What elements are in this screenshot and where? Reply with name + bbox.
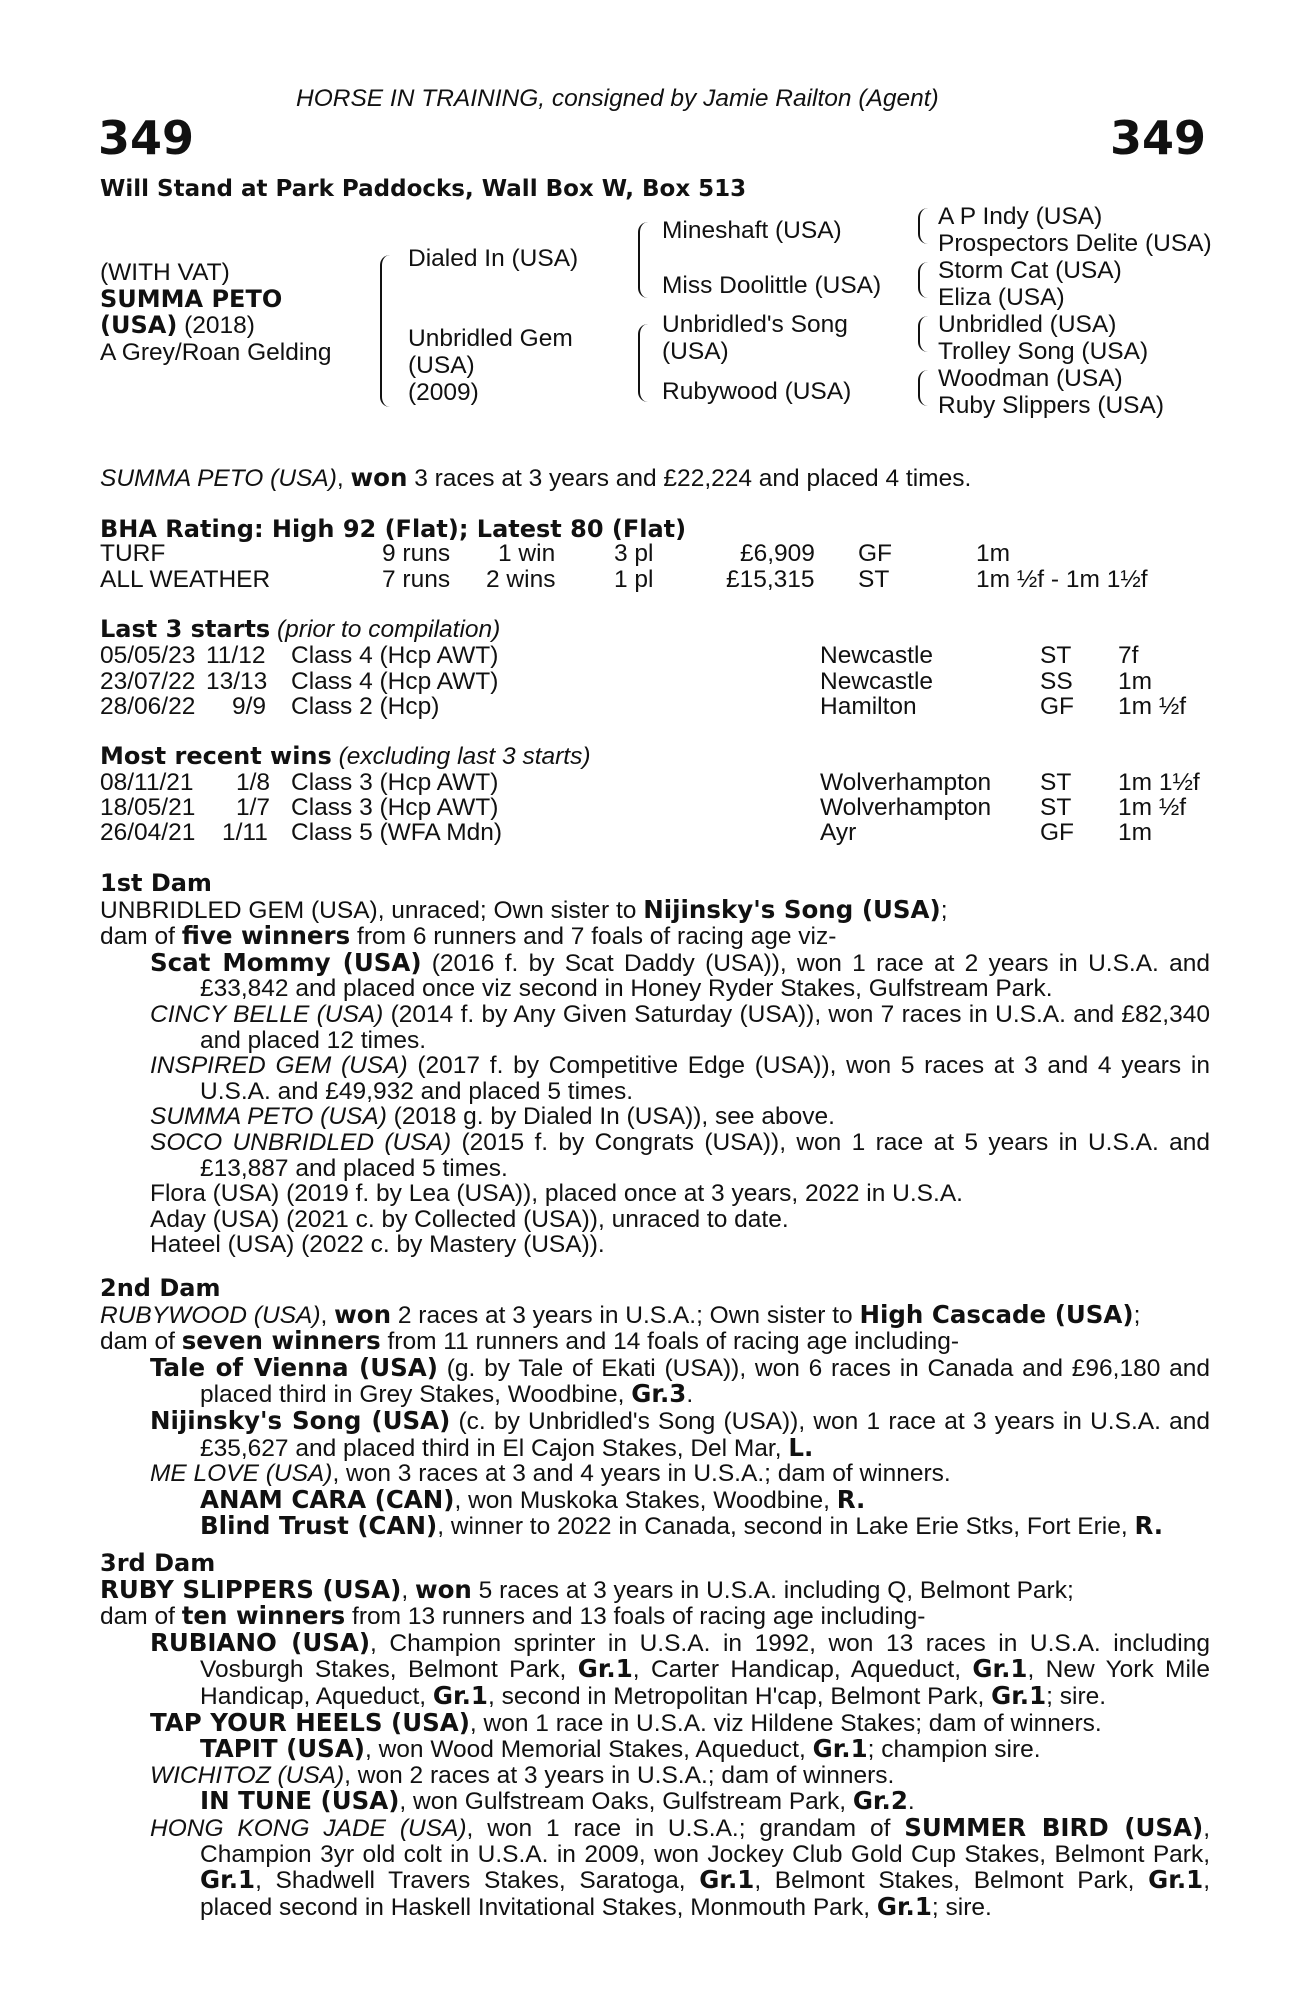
second-dam-name: RUBYWOOD (USA) [100, 1301, 321, 1329]
progeny-name: INSPIRED GEM (USA) [150, 1052, 408, 1080]
win-date: 26/04/21 [100, 819, 196, 846]
sire: Dialed In (USA) [408, 245, 579, 272]
progeny-entry: Flora (USA) (2019 f. by Lea (USA)), placed once at 3 years, 2022 in U.S.A. [150, 1180, 963, 1208]
rating-going: GF [858, 540, 893, 567]
start-date: 23/07/22 [100, 668, 196, 695]
third-dam-heading: 3rd Dam [100, 1549, 216, 1577]
start-class: Class 4 (Hcp AWT) [291, 668, 499, 695]
progeny-entry [100, 1130, 1210, 1181]
win-distance: 1m 1½f [1118, 769, 1200, 796]
progeny-name: Tale of Vienna (USA) [150, 1352, 438, 1382]
start-course: Newcastle [820, 642, 934, 669]
pedigree-brace-3d [918, 370, 928, 406]
grade-label: R. [1134, 1511, 1164, 1541]
rating-runs: 9 runs [382, 540, 451, 567]
notable-relative: SUMMER BIRD (USA) [904, 1812, 1204, 1842]
winners-count: five winners [181, 921, 351, 951]
summary-won: won [350, 463, 408, 492]
grade-label: L. [788, 1432, 814, 1462]
progeny-name: SOCO UNBRIDLED (USA) [150, 1128, 452, 1156]
dam-sire-line-2: (USA) [662, 338, 729, 365]
progeny-details: (2018 g. by Dialed In (USA)), see above. [386, 1103, 835, 1131]
recent-wins-heading [100, 744, 591, 770]
progeny-name: CINCY BELLE (USA) [150, 1000, 384, 1028]
grade-label: Gr.1 [812, 1734, 868, 1764]
recent-wins-note: (excluding last 3 starts) [331, 743, 591, 770]
sire-sire-dam: Prospectors Delite (USA) [938, 230, 1212, 257]
punct: ; [940, 896, 948, 924]
rating-wins: 1 win [498, 540, 556, 567]
sire-sire: Mineshaft (USA) [662, 217, 842, 244]
rating-distance: 1m ½f - 1m 1½f [976, 566, 1148, 593]
progeny-entry: WICHITOZ (USA), won 2 races at 3 years in U.S.A.; dam of winners. [150, 1761, 895, 1789]
runners-foals: from 6 runners and 7 foals of racing age viz- [350, 923, 837, 951]
last-starts-note: (prior to compilation) [270, 616, 501, 643]
win-going: ST [1040, 769, 1072, 796]
progeny-name: RUBIANO (USA) [150, 1627, 371, 1657]
horse-origin: (USA) [100, 311, 178, 339]
start-going: SS [1040, 668, 1073, 695]
progeny-name: Blind Trust (CAN) [200, 1511, 438, 1541]
win-course: Wolverhampton [820, 769, 992, 796]
grade-label: Gr.1 [876, 1891, 932, 1921]
sire-dam-sire: Storm Cat (USA) [938, 257, 1122, 284]
start-going: ST [1040, 642, 1072, 669]
progeny-name: Nijinsky's Song (USA) [150, 1405, 451, 1435]
second-dam-sister: High Cascade (USA) [859, 1299, 1134, 1329]
rating-surface: ALL WEATHER [100, 566, 271, 593]
win-course: Wolverhampton [820, 794, 992, 821]
progeny-name: HONG KONG JADE (USA) [150, 1814, 467, 1842]
win-date: 18/05/21 [100, 794, 196, 821]
start-distance: 7f [1118, 642, 1139, 669]
horse-origin-year [100, 313, 255, 339]
start-going: GF [1040, 693, 1075, 720]
rating-runs: 7 runs [382, 566, 451, 593]
grade-label: Gr.3 [631, 1379, 687, 1409]
start-distance: 1m [1118, 668, 1153, 695]
pedigree-brace-2a [638, 222, 648, 298]
progeny-name: ME LOVE (USA) [150, 1460, 333, 1488]
rating-placed: 3 pl [614, 540, 654, 567]
pedigree-brace-3c [918, 316, 928, 352]
progeny-name: SUMMA PETO (USA) [150, 1103, 387, 1131]
third-dam-name: RUBY SLIPPERS (USA) [100, 1574, 402, 1604]
dam-line-3: (2009) [408, 379, 479, 406]
progeny-entry [100, 1053, 1210, 1104]
recent-wins-title: Most recent wins [100, 742, 332, 770]
progeny-entry: Hateel (USA) (2022 c. by Mastery (USA)). [150, 1231, 605, 1259]
lot-number-right: 349 [1109, 111, 1206, 165]
second-dam-heading: 2nd Dam [100, 1274, 221, 1302]
summary-rest: 3 races at 3 years and £22,224 and placed 4 times. [407, 465, 972, 492]
lot-number-left: 349 [98, 111, 195, 165]
progeny-entry [100, 1002, 1210, 1053]
pedigree-brace-3a [918, 208, 928, 244]
horse-name: SUMMA PETO [100, 285, 283, 313]
progeny-entry: Nijinsky's Song (USA) (c. by Unbridled's Song (USA)), won 1 race at 3 years in U.S.A. and £35,627 and placed third in El Cajon Stakes, Del Mar, L. [150, 1405, 1210, 1462]
win-position: 1/7 [236, 794, 271, 821]
winners-count: ten winners [181, 1601, 346, 1631]
win-going: GF [1040, 819, 1075, 846]
progeny-details: (2016 f. by Scat Daddy (USA)), won 1 race at 2 years in U.S.A. and £33,842 and placed once viz second in Honey Ryder Stakes, Gulfstream Park. [200, 949, 1210, 1003]
first-dam-section [100, 871, 1210, 1258]
rating-going: ST [858, 566, 890, 593]
pedigree-brace-1 [380, 255, 390, 407]
grade-label: Gr.1 [432, 1680, 488, 1710]
grade-label: Gr.2 [852, 1786, 908, 1816]
progeny-entry [100, 947, 1210, 1003]
grand-progeny-entry: ANAM CARA (CAN), won Muskoka Stakes, Woodbine, R. [200, 1484, 866, 1514]
stand-location: Will Stand at Park Paddocks, Wall Box W, Box 513 [100, 176, 747, 202]
win-date: 08/11/21 [100, 769, 194, 796]
dam-dam-dam: Ruby Slippers (USA) [938, 392, 1165, 419]
win-class: Class 3 (Hcp AWT) [291, 794, 499, 821]
progeny-entry: Aday (USA) (2021 c. by Collected (USA)), unraced to date. [150, 1205, 789, 1233]
horse-year: (2018) [177, 312, 255, 339]
start-distance: 1m ½f [1118, 693, 1187, 720]
won-label: won [334, 1299, 392, 1329]
bha-rating-heading: BHA Rating: High 92 (Flat); Latest 80 (Flat) [100, 515, 687, 543]
progeny-entry: RUBIANO (USA), Champion sprinter in U.S.A. in 1992, won 13 races in U.S.A. including Vosburgh Stakes, Belmont Park, Gr.1, Carter Handicap, Aqueduct, Gr.1, New York Mile Handicap, Aqueduct, Gr.1, second in Metropolitan H'cap, Belmont Park, Gr.1; sire. [150, 1627, 1211, 1710]
rating-prize-money: £6,909 [740, 540, 815, 567]
grade-label: Gr.1 [699, 1865, 755, 1895]
vat-note: (WITH VAT) [100, 259, 230, 286]
progeny-name: TAP YOUR HEELS (USA) [150, 1707, 470, 1737]
grade-label: Gr.1 [577, 1654, 633, 1684]
last-starts-title: Last 3 starts [100, 615, 271, 643]
progeny-entry [100, 1104, 1210, 1130]
progeny-name: IN TUNE (USA) [200, 1786, 400, 1816]
race-summary [100, 465, 971, 492]
start-date: 28/06/22 [100, 693, 196, 720]
dam-line-2: (USA) [408, 352, 475, 379]
start-course: Newcastle [820, 668, 934, 695]
summary-sep: , [336, 465, 351, 492]
dam-dam: Rubywood (USA) [662, 378, 852, 405]
grade-label: Gr.1 [1148, 1865, 1204, 1895]
progeny-entry: TAP YOUR HEELS (USA), won 1 race in U.S.A. viz Hildene Stakes; dam of winners. [150, 1707, 1102, 1737]
rating-distance: 1m [976, 540, 1011, 567]
win-class: Class 5 (WFA Mdn) [291, 819, 503, 846]
third-dam-section: 3rd Dam RUBY SLIPPERS (USA), won 5 races at 3 years in U.S.A. including Q, Belmont Park; dam of ten winners from 13 runners and 13 foals of racing age including- RUBIANO (USA), Champion sprinter in U.S.A. in 1992, won 13 races in U.S.A. including Vosburgh Stakes, Belmont Park, Gr.1, Carter Handicap, Aqueduct, Gr.1, New York Mile Handicap, Aqueduct, Gr.1, second in Metropolitan H'cap, Belmont Park, Gr.1; sire. TAP YOUR HEELS (USA), won 1 race in U.S.A. viz Hildene Stakes; dam of winners. TAPIT (USA), won Wood Memorial Stakes, Aqueduct, Gr.1; champion sire. WICHITOZ (USA), won 2 races at 3 years in U.S.A.; dam of winners. IN TUNE (USA), won Gulfstream Oaks, Gulfstream Park, Gr.2. HONG KONG JADE (USA), won 1 race in U.S.A.; grandam of SUMMER BIRD (USA), Champion 3yr old colt in U.S.A. in 2009, won Jockey Club Gold Cup Stakes, Belmont Park, Gr.1, Shadwell Travers Stakes, Saratoga, Gr.1, Belmont Stakes, Belmont Park, Gr.1, placed second in Haskell Invitational Stakes, Monmouth Park, Gr.1; sire. [100, 1549, 1211, 1921]
first-dam-intro: UNBRIDLED GEM (USA), unraced; Own sister to [100, 896, 644, 924]
sire-sire-sire: A P Indy (USA) [938, 203, 1103, 230]
progeny-name: TAPIT (USA) [200, 1734, 365, 1764]
first-dam-heading: 1st Dam [100, 869, 212, 897]
start-position: 13/13 [206, 668, 268, 695]
win-distance: 1m [1118, 819, 1153, 846]
start-position: 11/12 [206, 642, 266, 669]
dam-dam-sire: Woodman (USA) [938, 365, 1123, 392]
grand-progeny-entry: TAPIT (USA), won Wood Memorial Stakes, Aqueduct, Gr.1; champion sire. [200, 1734, 1041, 1764]
progeny-entry: Tale of Vienna (USA) (g. by Tale of Ekati (USA)), won 6 races in Canada and £96,180 and placed third in Grey Stakes, Woodbine, Gr.3. [150, 1352, 1211, 1409]
grade-label: Gr.1 [972, 1654, 1028, 1684]
rating-surface: TURF [100, 540, 166, 567]
dam-sire-line-1: Unbridled's Song [662, 311, 848, 338]
progeny-details: (2015 f. by Congrats (USA)), won 1 race at 5 years in U.S.A. and £13,887 and placed 5 times. [200, 1128, 1210, 1182]
first-dam-sister: Nijinsky's Song (USA) [643, 894, 941, 924]
start-date: 05/05/23 [100, 642, 196, 669]
rating-wins: 2 wins [486, 566, 556, 593]
win-class: Class 3 (Hcp AWT) [291, 769, 499, 796]
win-going: ST [1040, 794, 1072, 821]
progeny-name: ANAM CARA (CAN) [200, 1484, 455, 1514]
grade-label: Gr.1 [200, 1865, 256, 1895]
win-distance: 1m ½f [1118, 794, 1187, 821]
sire-dam: Miss Doolittle (USA) [662, 272, 882, 299]
start-course: Hamilton [820, 693, 917, 720]
last-starts-heading [100, 617, 500, 643]
rating-prize-money: £15,315 [726, 566, 815, 593]
consignor-line: HORSE IN TRAINING, consigned by Jamie Railton (Agent) [296, 85, 939, 112]
progeny-entry: ME LOVE (USA), won 3 races at 3 and 4 years in U.S.A.; dam of winners. [150, 1460, 951, 1488]
pedigree-brace-3b [918, 262, 928, 298]
grade-label: R. [836, 1484, 866, 1514]
dam-of: dam of [100, 923, 182, 951]
horse-description: A Grey/Roan Gelding [100, 339, 332, 366]
start-class: Class 4 (Hcp AWT) [291, 642, 499, 669]
progeny-name: Scat Mommy (USA) [150, 947, 422, 977]
dam-sire-sire: Unbridled (USA) [938, 311, 1117, 338]
rating-placed: 1 pl [614, 566, 654, 593]
pedigree-brace-2b [638, 324, 648, 402]
summary-name: SUMMA PETO (USA) [100, 465, 337, 492]
grade-label: Gr.1 [991, 1680, 1047, 1710]
dam-sire-dam: Trolley Song (USA) [938, 338, 1149, 365]
win-course: Ayr [820, 819, 857, 846]
winners-count: seven winners [181, 1326, 381, 1356]
second-dam-section: 2nd Dam RUBYWOOD (USA), won 2 races at 3 years in U.S.A.; Own sister to High Cascade (USA); dam of seven winners from 11 runners and 14 foals of racing age including- Tale of Vienna (USA) (g. by Tale of Ekati (USA)), won 6 races in Canada and £96,180 and placed third in Grey Stakes, Woodbine, Gr.3. Nijinsky's Song (USA) (c. by Unbridled's Song (USA)), won 1 race at 3 years in U.S.A. and £35,627 and placed third in El Cajon Stakes, Del Mar, L. ME LOVE (USA), won 3 races at 3 and 4 years in U.S.A.; dam of winners. ANAM CARA (CAN), won Muskoka Stakes, Woodbine, R. Blind Trust (CAN), winner to 2022 in Canada, second in Lake Erie Stks, Fort Erie, R. [100, 1274, 1211, 1541]
win-position: 1/8 [236, 769, 271, 796]
progeny-details: (2014 f. by Any Given Saturday (USA)), won 7 races in U.S.A. and £82,340 and placed 12 times. [200, 1000, 1210, 1054]
sire-dam-dam: Eliza (USA) [938, 284, 1065, 311]
start-class: Class 2 (Hcp) [291, 693, 440, 720]
dam-line-1: Unbridled Gem [408, 325, 573, 352]
won-label: won [414, 1574, 472, 1604]
progeny-details: (2017 f. by Competitive Edge (USA)), won 5 races at 3 and 4 years in U.S.A. and £49,932 and placed 5 times. [200, 1052, 1210, 1105]
grand-progeny-entry: IN TUNE (USA), won Gulfstream Oaks, Gulfstream Park, Gr.2. [200, 1786, 915, 1816]
start-position: 9/9 [232, 693, 267, 720]
progeny-entry: HONG KONG JADE (USA), won 1 race in U.S.A.; grandam of SUMMER BIRD (USA), Champion 3yr old colt in U.S.A. in 2009, won Jockey Club Gold Cup Stakes, Belmont Park, Gr.1, Shadwell Travers Stakes, Saratoga, Gr.1, Belmont Stakes, Belmont Park, Gr.1, placed second in Haskell Invitational Stakes, Monmouth Park, Gr.1; sire. [150, 1812, 1210, 1921]
win-position: 1/11 [222, 819, 268, 846]
grand-progeny-entry: Blind Trust (CAN), winner to 2022 in Canada, second in Lake Erie Stks, Fort Erie, R. [200, 1511, 1164, 1541]
progeny-name: WICHITOZ (USA) [150, 1761, 345, 1789]
